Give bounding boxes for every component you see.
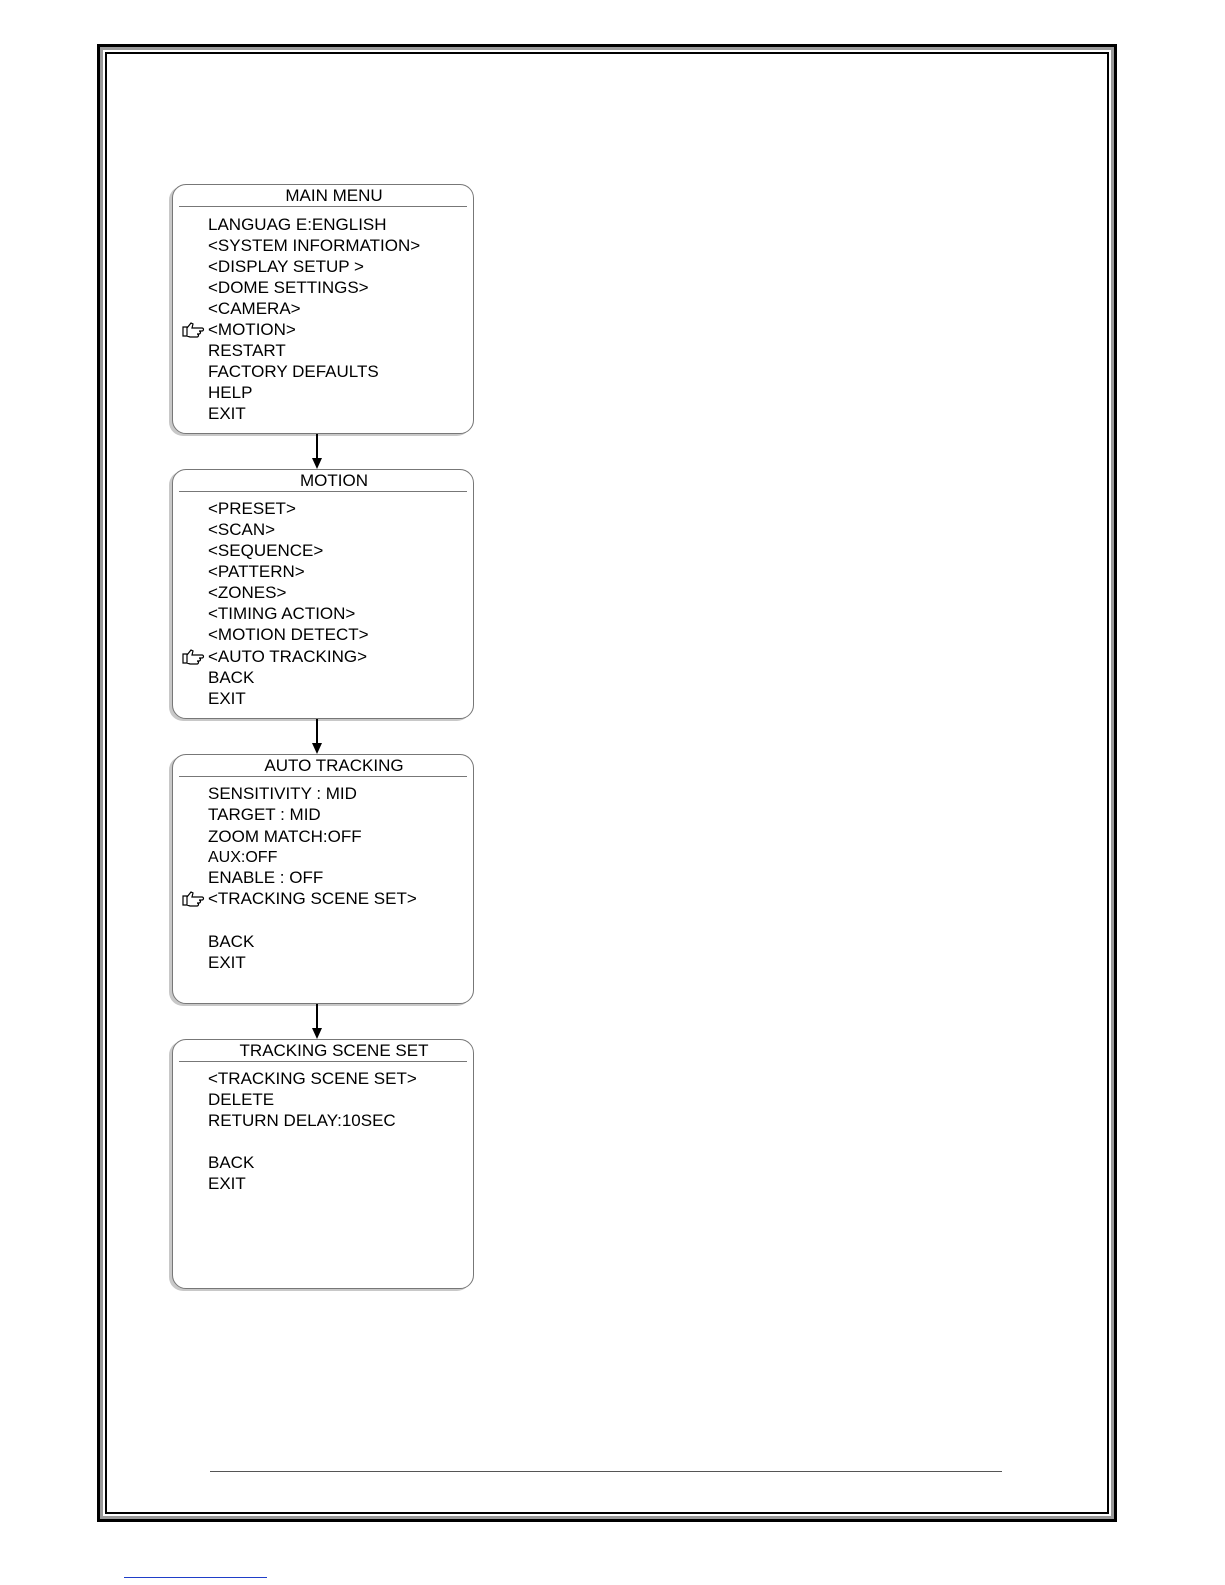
menu-item-delete[interactable]: DELETE	[208, 1090, 275, 1109]
menu-item-language[interactable]: LANGUAG E:ENGLISH	[208, 215, 387, 234]
menu-item-tracking-scene-set[interactable]: <TRACKING SCENE SET>	[208, 1069, 417, 1088]
menu-item-tracking-scene-set[interactable]: <TRACKING SCENE SET>	[208, 889, 417, 908]
menu-item-dome-settings[interactable]: <DOME SETTINGS>	[208, 278, 369, 297]
pointing-hand-icon	[181, 321, 205, 339]
tracking-scene-set-menu-title: TRACKING SCENE SET	[179, 1040, 467, 1062]
menu-item-zones[interactable]: <ZONES>	[208, 583, 287, 602]
motion-menu-title: MOTION	[179, 470, 467, 492]
menu-item-enable[interactable]: ENABLE : OFF	[208, 868, 324, 887]
menu-item-help[interactable]: HELP	[208, 383, 253, 402]
menu-item-system-information[interactable]: <SYSTEM INFORMATION>	[208, 236, 421, 255]
menu-item-motion-detect[interactable]: <MOTION DETECT>	[208, 625, 369, 644]
motion-menu-box	[172, 469, 474, 719]
menu-item-back[interactable]: BACK	[208, 1153, 255, 1172]
menu-item-exit[interactable]: EXIT	[208, 689, 246, 708]
menu-item-motion[interactable]: <MOTION>	[208, 320, 296, 339]
menu-item-back[interactable]: BACK	[208, 932, 255, 951]
menu-item-sequence[interactable]: <SEQUENCE>	[208, 541, 324, 560]
menu-item-auto-tracking[interactable]: <AUTO TRACKING>	[208, 647, 368, 666]
menu-item-exit[interactable]: EXIT	[208, 404, 246, 423]
auto-tracking-menu-title: AUTO TRACKING	[179, 755, 467, 777]
menu-item-exit[interactable]: EXIT	[208, 953, 246, 972]
footer-divider	[210, 1471, 1002, 1472]
bottom-link-underline[interactable]	[124, 1577, 267, 1578]
menu-item-restart[interactable]: RESTART	[208, 341, 286, 360]
main-menu-title: MAIN MENU	[179, 185, 467, 207]
menu-item-zoom-match[interactable]: ZOOM MATCH:OFF	[208, 827, 362, 846]
menu-item-target[interactable]: TARGET : MID	[208, 805, 321, 824]
menu-item-preset[interactable]: <PRESET>	[208, 499, 296, 518]
arrow-down-icon	[309, 434, 325, 470]
menu-item-return-delay[interactable]: RETURN DELAY:10SEC	[208, 1111, 396, 1130]
main-menu-box	[172, 184, 474, 434]
menu-item-pattern[interactable]: <PATTERN>	[208, 562, 305, 581]
menu-item-exit[interactable]: EXIT	[208, 1174, 246, 1193]
auto-tracking-menu-box	[172, 754, 474, 1004]
arrow-down-icon	[309, 1004, 325, 1040]
menu-item-timing-action[interactable]: <TIMING ACTION>	[208, 604, 356, 623]
menu-item-camera[interactable]: <CAMERA>	[208, 299, 301, 318]
menu-item-display-setup[interactable]: <DISPLAY SETUP >	[208, 257, 364, 276]
menu-item-sensitivity[interactable]: SENSITIVITY : MID	[208, 784, 357, 803]
arrow-down-icon	[309, 719, 325, 755]
menu-item-factory-defaults[interactable]: FACTORY DEFAULTS	[208, 362, 379, 381]
menu-item-aux[interactable]: AUX:OFF	[208, 849, 278, 866]
menu-item-scan[interactable]: <SCAN>	[208, 520, 276, 539]
tracking-scene-set-menu-box	[172, 1039, 474, 1289]
pointing-hand-icon	[181, 890, 205, 908]
menu-item-back[interactable]: BACK	[208, 668, 255, 687]
pointing-hand-icon	[181, 648, 205, 666]
